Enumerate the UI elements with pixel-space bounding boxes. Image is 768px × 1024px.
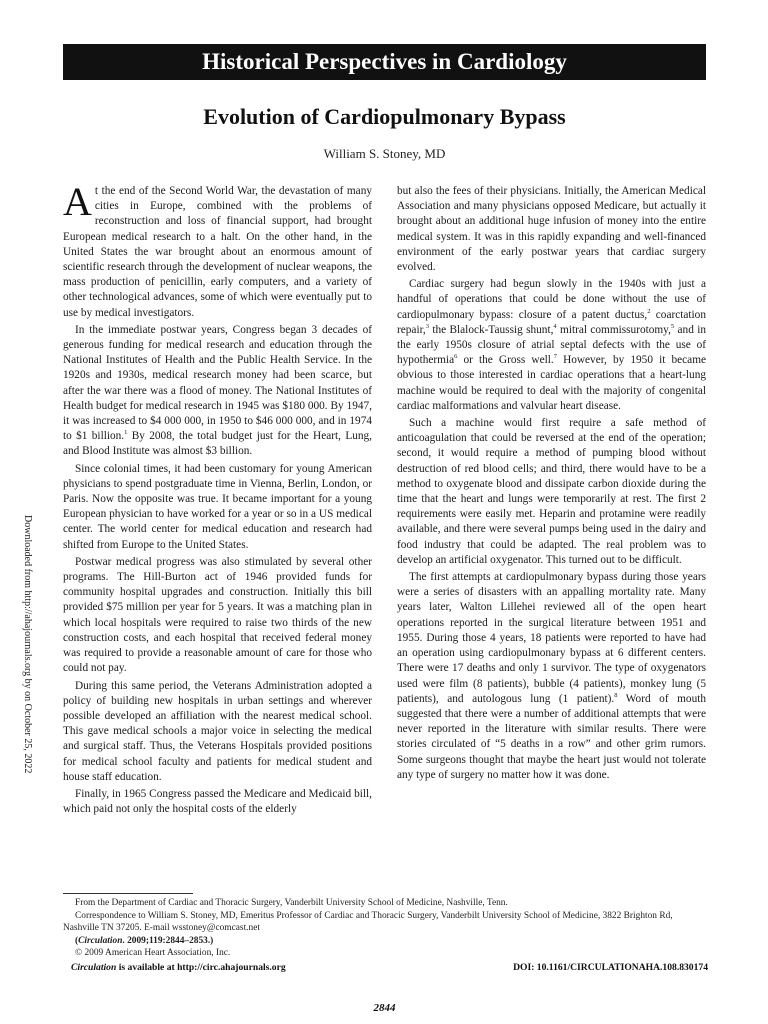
copyright-note: © 2009 American Heart Association, Inc.	[75, 948, 231, 958]
reference-mark: 4	[553, 323, 557, 331]
paragraph: Finally, in 1965 Congress passed the Medicare and Medicaid bill, which paid not only the hospital costs of the elderly	[63, 787, 372, 816]
reference-mark: 5	[670, 323, 675, 331]
paragraph: Such a machine would first require a safe method of anticoagulation that could be reversed at the end of the operation; second, it would require a method of pumping blood without destruction of red blood cells; and third, there would have to be a method to oxygenate blood and dissipate carbon dioxide during the time that the heart and lungs were temporarily at rest. The first 2 requirements were easily met. Heparin and protamine were readily available, and there were several pumps being used in the dairy and food industry that could be adapted. The real problem was to develop an artificial oxygenator. This turned out to be difficult.	[397, 417, 706, 566]
reference-mark: 1	[124, 429, 128, 437]
paragraph-text: However, by 1950 it became obvious to those interested in cardiac operations that a heart-lung machine would be required to deal with the majority of congenital cardiac malformations and valvular heart disease.	[397, 354, 706, 412]
paragraph-text: and in the early 1950s closure of atrial septal defects with the use of hypothermia	[397, 323, 706, 367]
footnote-divider	[63, 893, 193, 894]
footer-journal-name: Circulation	[71, 962, 117, 973]
paragraph-text: In the immediate postwar years, Congress began 3 decades of generous funding for medical research and education through the National Institutes of Health and the Public Health Service. In the 1920s and 1930s, medical research money had been scarce, but after the war there was a flood of money. The National Institutes of Health budget for medical research in 1945 was $180 000. By 1947, it was increased to $4 000 000, in 1950 to $46 000 000, and in 1974 to $1 billion.	[63, 323, 372, 443]
reference-mark: 3	[425, 323, 429, 331]
section-banner: Historical Perspectives in Cardiology	[63, 44, 706, 80]
download-side-notice: Downloaded from http://ahajournals.org by on October 25, 2022	[22, 515, 33, 774]
reference-mark: 7	[553, 353, 557, 361]
paragraph-text: the Blalock-Taussig shunt,	[428, 323, 554, 336]
page-number: 2844	[373, 1002, 396, 1014]
footnotes	[63, 897, 708, 960]
paragraph-text: mitral commissurotomy,	[556, 323, 671, 336]
citation-note: (Circulation. 2009;119:2844–2853.)	[75, 935, 214, 946]
journal-availability	[71, 962, 286, 973]
paragraph: Postwar medical progress was also stimulated by several other programs. The Hill-Burton act of 1946 provided funds for community hospital upgrades and construction. Initially this bill provided $75 million per year for 5 years. It was a matching plan in which local hospitals were required to raise two thirds of the new construction costs, and each hospital that received federal money was required to provide a reasonable amount of care for those who could not pay.	[63, 555, 372, 675]
paragraph-text: or the Gross well.	[457, 354, 554, 367]
paragraph-text: t the end of the Second World War, the devastation of many cities in Europe, combined with the problems of reconstruction and loss of financial support, had brought European medical research to a halt. On the other hand, in the United States the war brought about an enormous amount of scientific research through the development of nuclear weapons, the mass production of penicillin, early computers, and a variety of other technological advances, some of which were eventually put to use by medical investigators.	[63, 185, 372, 319]
paragraph-text: The first attempts at cardiopulmonary bypass during those years were a series of disasters with an appalling mortality rate. Many years later, Walton Lillehei reviewed all of the open heart operations reported in the surgical literature between 1951 and 1955. During those 4 years, 18 patients were reported to have had an operation using cardiopulmonary bypass at 6 different centers. There were 17 deaths and only 1 survivor. The type of oxygenators used were film (8 patients), bubble (4 patients), monkey lung (5 patients), and autologous lung (1 patient).	[397, 571, 706, 705]
paragraph: Since colonial times, it had been customary for young American physicians to spend postgraduate time in Vienna, Berlin, London, or Paris. Now the opposite was true. It became important for a young European physician to have worked for a year or so in a US medical center. The world center for medical education and research had shifted from Europe to the United States.	[63, 462, 372, 551]
drop-cap: A	[63, 179, 92, 224]
paragraph	[63, 179, 372, 321]
paragraph: During this same period, the Veterans Administration adopted a policy of building new hospitals in urban settings and wherever possible developed an affiliation with the nearest medical school. This gave medical schools a major voice in selecting the medical and surgical staff. Thus, the Veterans Hospitals provided positions for medical school faculty and patients for medical student and house staff education.	[63, 679, 372, 783]
footer-availability-text: is available at http://circ.ahajournals.org	[116, 962, 286, 973]
author-byline: William S. Stoney, MD	[323, 146, 446, 161]
citation-details: . 2009;119:2844–2853.)	[122, 935, 214, 946]
paragraph	[397, 570, 706, 783]
paragraph-text: coarctation repair,	[397, 308, 706, 336]
reference-mark: 8	[614, 691, 618, 699]
article-title: Evolution of Cardiopulmonary Bypass	[203, 104, 566, 129]
paragraph	[63, 323, 372, 460]
paragraph: but also the fees of their physicians. Initially, the American Medical Association and many physicians opposed Medicare, but actually it brought about an additional huge infusion of money into the entire medical system. It was in this rapidly expanding and well-financed environment of the early postwar years that cardiac surgery evolved.	[397, 185, 706, 274]
right-column	[397, 184, 706, 785]
doi-text: DOI: 10.1161/CIRCULATIONAHA.108.830174	[513, 962, 708, 973]
paragraph	[397, 277, 706, 414]
reference-mark: 6	[454, 353, 458, 361]
correspondence-note: Correspondence to William S. Stoney, MD, Emeritus Professor of Cardiac and Thoracic Surgery, Vanderbilt University School of Medicine, 3822 Brighton Rd, Nashville TN 37205. E-mail wsstoney@comcast.net	[63, 910, 673, 933]
paragraph-text: Cardiac surgery had begun slowly in the 1940s with just a handful of operations that could be done without the use of cardiopulmonary bypass: closure of a patent ductus,	[397, 278, 706, 321]
affiliation-note: From the Department of Cardiac and Thoracic Surgery, Vanderbilt University School of Medicine, Nashville, Tenn.	[75, 898, 508, 908]
citation-journal: Circulation	[78, 935, 123, 946]
reference-mark: 2	[647, 307, 651, 315]
paragraph-text: By 2008, the total budget just for the Heart, Lung, and Blood Institute was almost $3 billion.	[63, 430, 372, 458]
left-column	[63, 179, 372, 819]
paragraph-text: Word of mouth suggested that there were a number of additional attempts that were never reported in the literature with similar results. There were stories circulated of “5 deaths in a row” and other grim rumors. Some surgeons thought that maybe the heart just would not tolerate any type of surgery no matter how it was done.	[397, 692, 706, 781]
